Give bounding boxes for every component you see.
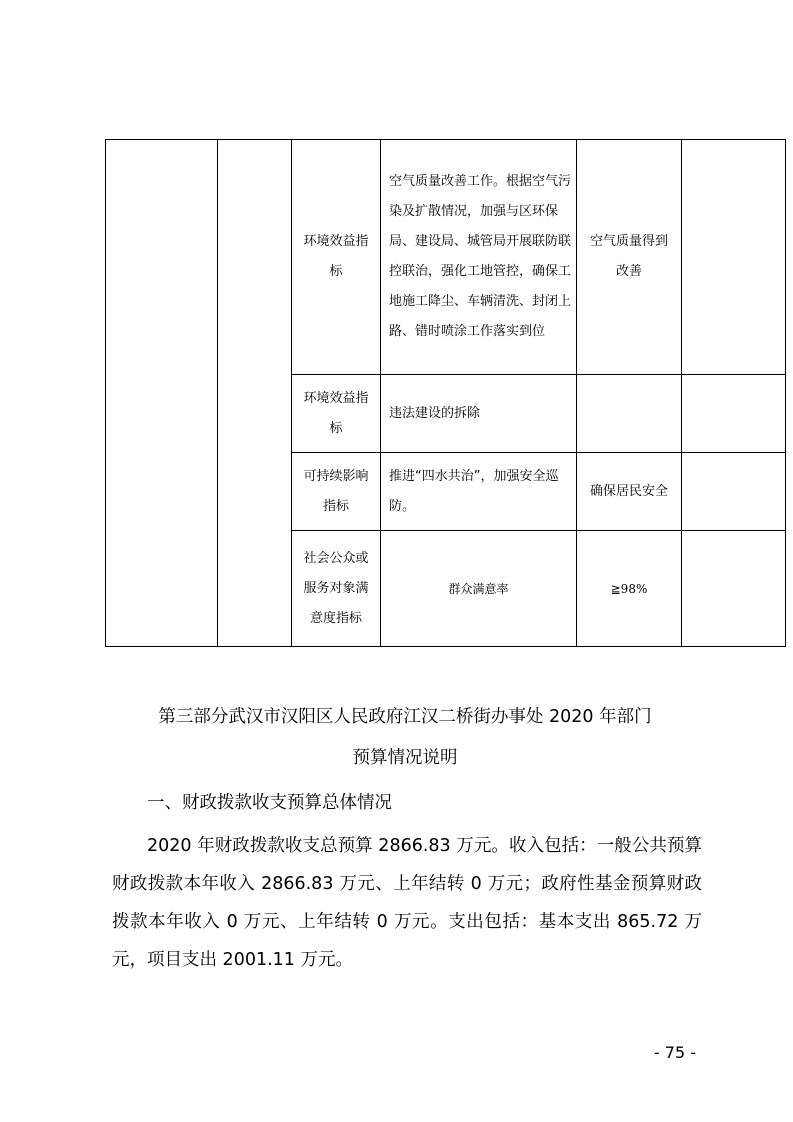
subheading: 一、财政拨款收支预算总体情况 — [147, 793, 392, 813]
table-cell-empty — [106, 140, 218, 647]
content-cell: 推进“四水共治”，加强安全巡防。 — [381, 453, 577, 531]
target-cell — [577, 375, 682, 453]
section-title-line2: 预算情况说明 — [352, 748, 458, 768]
target-cell: ≧98% — [577, 531, 682, 647]
table-cell-empty — [218, 140, 292, 647]
content-cell: 群众满意率 — [381, 531, 577, 647]
table-row — [106, 140, 786, 375]
performance-indicator-table — [105, 139, 786, 647]
target-cell: 确保居民安全 — [577, 453, 682, 531]
section-title: 第三部分武汉市汉阳区人民政府江汉二桥街办事处 2020 年部门 — [158, 707, 652, 727]
table-cell-empty — [682, 531, 786, 647]
content-cell: 空气质量改善工作。根据空气污染及扩散情况，加强与区环保局、建设局、城管局开展联防联控联治，强化工地管控，确保工地施工降尘、车辆清洗、封闭上路、错时喷涂工作落实到位 — [381, 140, 577, 375]
table-cell-empty — [682, 375, 786, 453]
page-number: - 75 - — [653, 1043, 696, 1062]
budget-paragraph: 2020 年财政拨款收支总预算 2866.83 万元。收入包括：一般公共预算财政拨款本年收入 2866.83 万元、上年结转 0 万元；政府性基金预算财政拨款本年收入 0 万元、上年结转 0 万元。支出包括：基本支出 865.72 万元，项目支出 2001.11 万元。 — [112, 836, 702, 970]
table-cell-empty — [682, 140, 786, 375]
table-cell-empty — [682, 453, 786, 531]
indicator-cell: 可持续影响指标 — [292, 453, 381, 531]
indicator-cell: 环境效益指标 — [292, 375, 381, 453]
indicator-cell: 环境效益指标 — [292, 140, 381, 375]
indicator-cell: 社会公众或服务对象满意度指标 — [292, 531, 381, 647]
target-cell: 空气质量得到改善 — [577, 140, 682, 375]
content-cell: 违法建设的拆除 — [381, 375, 577, 453]
